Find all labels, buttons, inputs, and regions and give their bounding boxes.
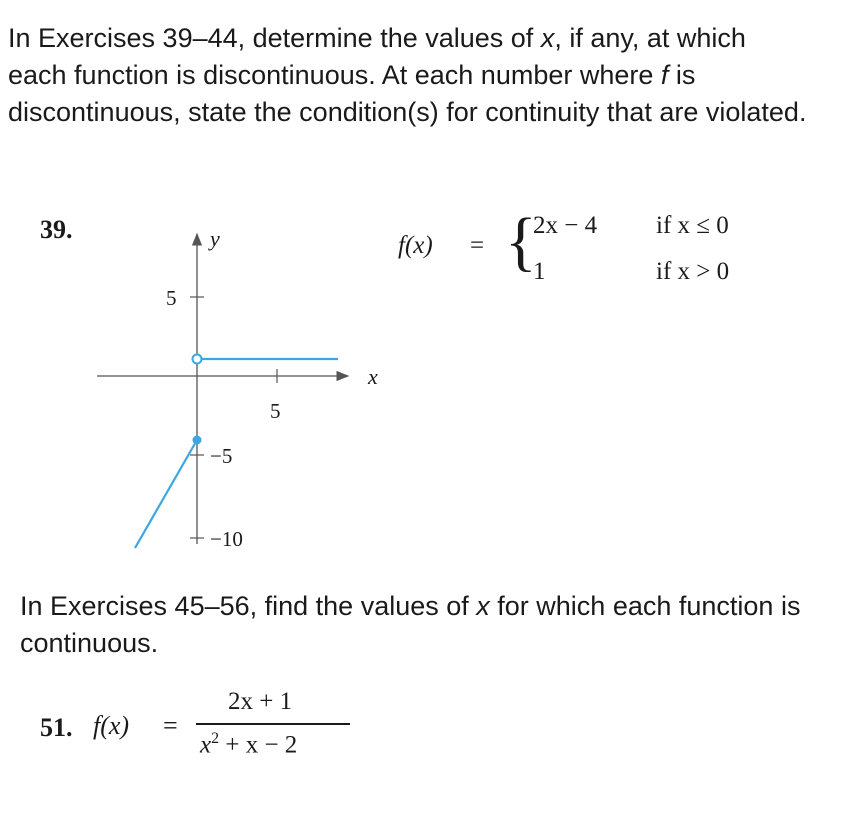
line-segment-2x-minus-4 (135, 440, 197, 548)
case-1-condition: if x ≤ 0 (656, 212, 729, 239)
problem-51-number: 51. (40, 713, 73, 742)
f-of-x: f(x) (398, 232, 433, 259)
intro-text-3: is discontinuous, state the condition(s) for continuity that are violated. (8, 60, 807, 127)
case-2-expression: 1 (533, 258, 546, 285)
denominator-exponent: 2 (211, 730, 220, 747)
problem-51-equals: = (163, 711, 178, 740)
intro-var-f: f (660, 60, 669, 90)
denominator-rest: + x − 2 (219, 731, 298, 759)
fraction-bar (196, 723, 350, 725)
equals-sign: = (470, 232, 485, 259)
y-label: y (210, 226, 220, 251)
section45-text-1: In Exercises 45–56, find the values of (20, 591, 477, 621)
intro-var-x: x (540, 23, 555, 53)
section45-var-x: x (476, 591, 490, 621)
denominator (200, 730, 297, 759)
case-2-condition: if x > 0 (656, 258, 730, 285)
open-point (193, 355, 202, 364)
left-brace: { (505, 205, 537, 278)
x-label: x (368, 364, 378, 389)
section45-text-2: for which each function is continuous. (20, 591, 801, 658)
denominator-x: x (200, 731, 212, 759)
closed-point (193, 436, 202, 445)
case-1-expression: 2x − 4 (533, 212, 598, 239)
exercises-39-44-instructions (8, 20, 808, 131)
problem-39-number: 39. (40, 215, 73, 244)
y-tick-5-label: 5 (166, 286, 177, 310)
y-tick-neg5-label: −5 (210, 444, 233, 468)
problem-51-lhs: f(x) (93, 711, 130, 740)
exercises-45-56-instructions (20, 588, 840, 662)
x-tick-5-label: 5 (270, 399, 281, 423)
intro-text-2: , if any, at which each function is discontinuous. At each number where (8, 23, 746, 90)
y-tick-neg10-label: −10 (210, 527, 243, 551)
intro-text-1: In Exercises 39–44, determine the values of (8, 23, 541, 53)
problem-39-graph (80, 222, 500, 552)
numerator: 2x + 1 (228, 688, 293, 715)
